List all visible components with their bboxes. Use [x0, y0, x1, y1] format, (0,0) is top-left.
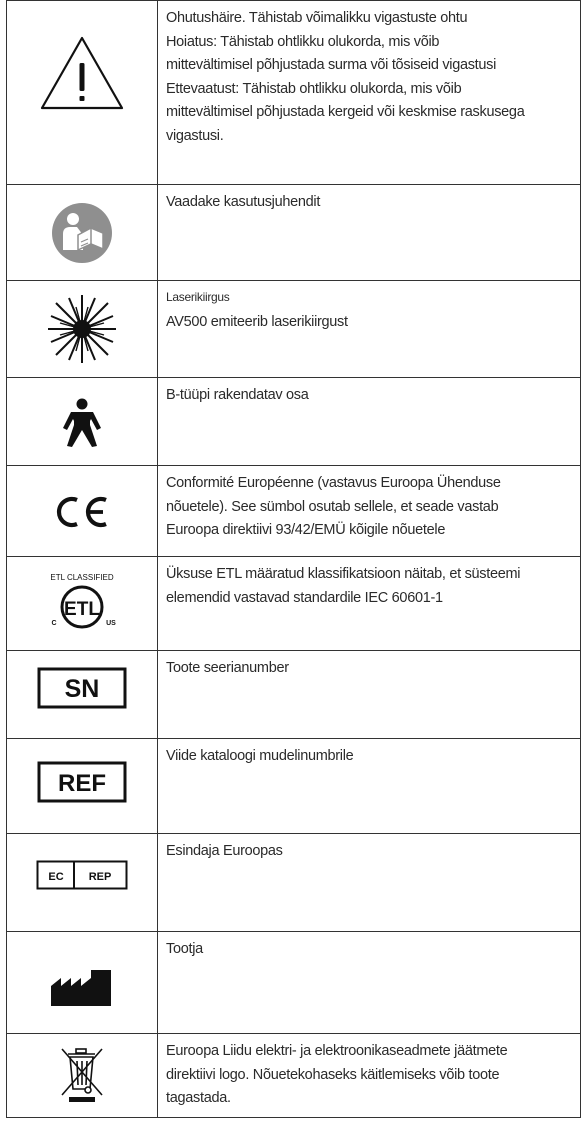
description-cell: Toote seerianumber — [158, 651, 581, 739]
ce-mark-icon — [53, 496, 111, 528]
table-row — [7, 1, 581, 185]
symbol-cell — [7, 1, 158, 185]
type-b-applied-part-icon — [61, 398, 103, 448]
table-row — [7, 834, 581, 932]
table-row — [7, 739, 581, 834]
table-row — [7, 932, 581, 1034]
symbol-cell — [7, 834, 158, 932]
laser-radiation-icon — [46, 293, 118, 365]
table-row — [7, 651, 581, 739]
description-cell: Euroopa Liidu elektri- ja elektroonikaseadmete jäätmete direktiivi logo. Nõuetekohaseks käitlemiseks võib toote tagastada. — [158, 1034, 581, 1118]
weee-crossed-bin-icon — [57, 1043, 107, 1103]
svg-text:C: C — [51, 620, 57, 627]
description-cell: Üksuse ETL määratud klassifikatsioon näitab, et süsteemi elemendid vastavad standardile IEC 60601-1 — [158, 557, 581, 651]
svg-text:ETL CLASSIFIED: ETL CLASSIFIED — [50, 573, 114, 582]
svg-text:ETL: ETL — [64, 599, 100, 620]
description-cell: Tootja — [158, 932, 581, 1034]
svg-text:REP: REP — [88, 871, 112, 883]
svg-text:EC: EC — [48, 871, 64, 883]
description-cell: Viide kataloogi mudelinumbrile — [158, 739, 581, 834]
symbol-cell — [7, 466, 158, 557]
symbol-cell — [7, 185, 158, 281]
warning-triangle-icon — [39, 35, 125, 111]
serial-number-icon — [37, 667, 127, 709]
svg-text:SN: SN — [64, 675, 100, 703]
symbols-table — [6, 0, 581, 1118]
symbol-cell — [7, 932, 158, 1034]
table-row — [7, 185, 581, 281]
table-row — [7, 557, 581, 651]
symbol-cell — [7, 651, 158, 739]
symbol-cell — [7, 739, 158, 834]
symbol-cell — [7, 378, 158, 466]
symbol-cell — [7, 281, 158, 378]
svg-text:REF: REF — [58, 770, 106, 797]
table-row — [7, 281, 581, 378]
symbol-cell — [7, 557, 158, 651]
read-manual-icon — [51, 202, 113, 264]
manufacturer-icon — [49, 968, 115, 1008]
table-row — [7, 466, 581, 557]
svg-text:US: US — [106, 620, 116, 627]
description-cell: Laserikiirgus AV500 emiteerib laserikiirgust — [158, 281, 581, 378]
description-cell: Esindaja Euroopas — [158, 834, 581, 932]
catalog-reference-icon — [37, 761, 127, 803]
description-cell: Conformité Européenne (vastavus Euroopa Ühenduse nõuetele). See sümbol osutab sellele, et seade vastab Euroopa direktiivi 93/42/EMÜ kõigile nõuetele — [158, 466, 581, 557]
description-cell: Ohutushäire. Tähistab võimalikku vigastuste ohtu Hoiatus: Tähistab ohtlikku olukorda, mis võib mittevältimisel põhjustada surma või tõsiseid vigastusi Ettevaatust: Tähistab ohtlikku olukorda, mis võib mittevältimisel põhjustada kergeid või keskmise raskusega vigastusi. — [158, 1, 581, 185]
symbol-cell — [7, 1034, 158, 1118]
ec-rep-icon — [36, 860, 128, 890]
table-row — [7, 1034, 581, 1118]
description-cell: B-tüüpi rakendatav osa — [158, 378, 581, 466]
etl-classified-icon — [37, 571, 127, 633]
description-cell: Vaadake kasutusjuhendit — [158, 185, 581, 281]
table-row — [7, 378, 581, 466]
